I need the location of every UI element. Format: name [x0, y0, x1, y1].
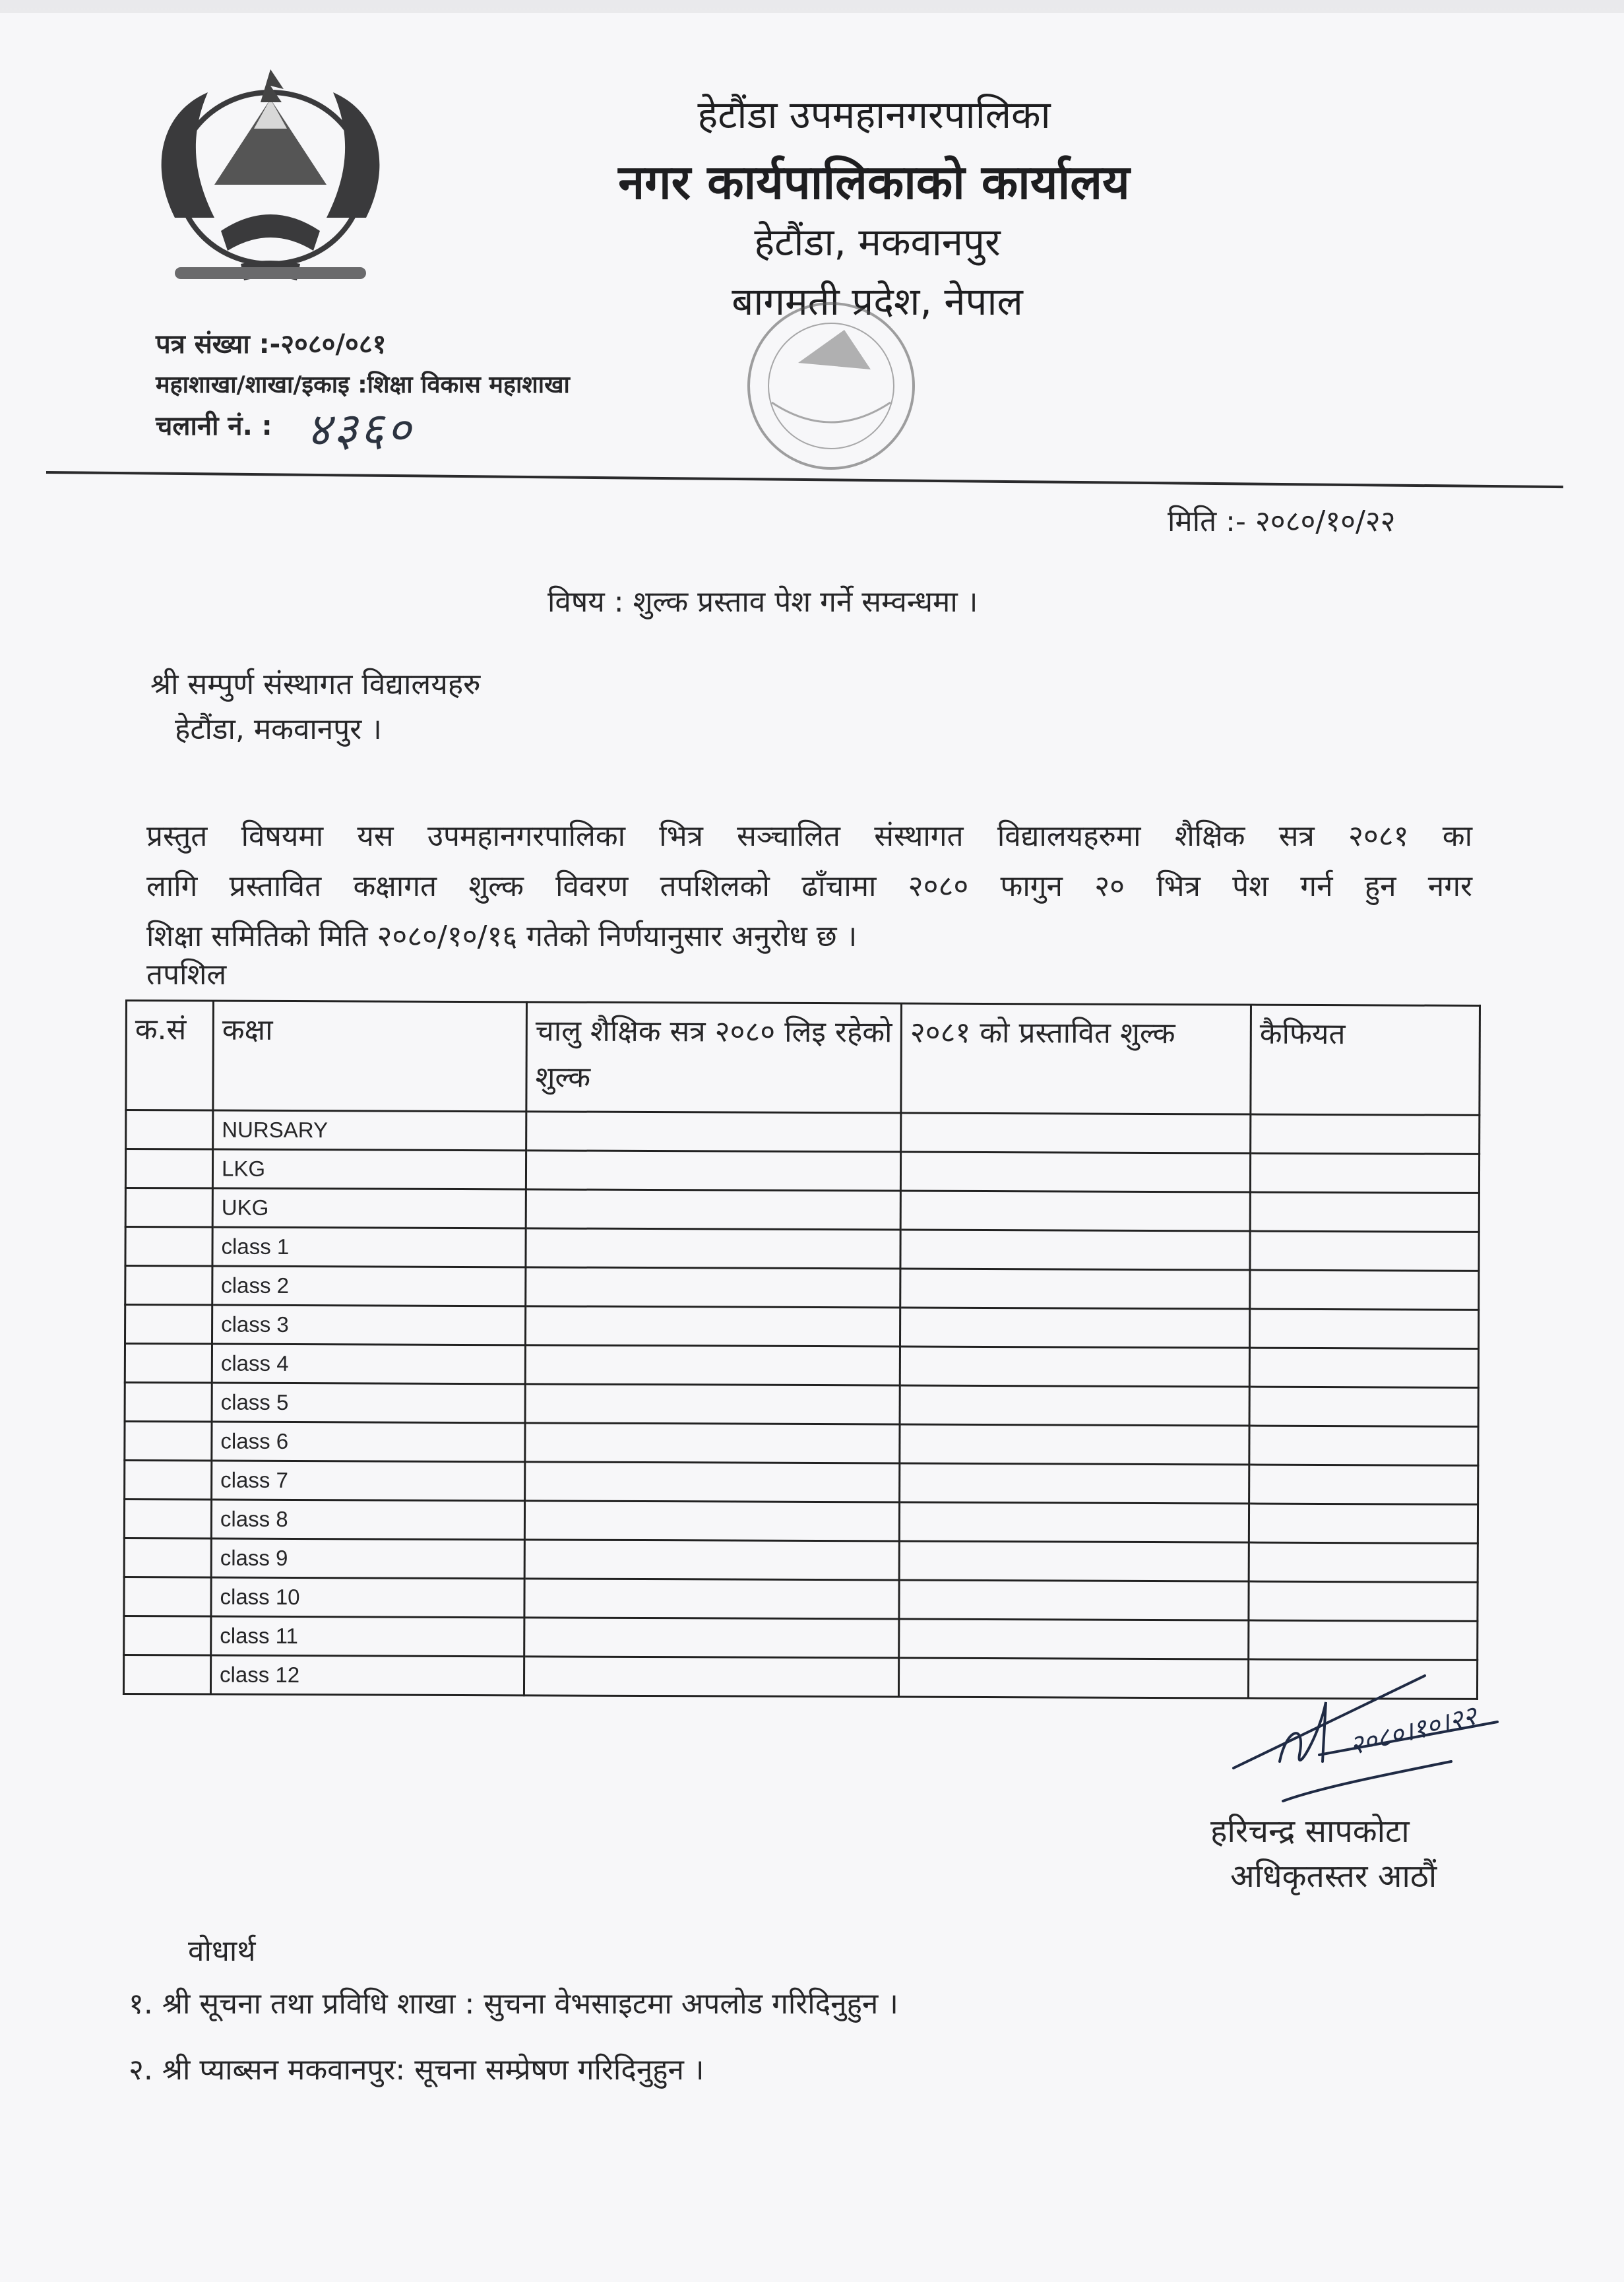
cell-class: class 3: [212, 1305, 525, 1345]
cell-current-fee: [525, 1462, 900, 1502]
table-row: [126, 1110, 1480, 1155]
cell-remarks: [1249, 1620, 1478, 1660]
cell-serial: [125, 1149, 212, 1189]
body-line-2: लागि प्रस्तावित कक्षागत शुल्क विवरण तपशिलको ढाँचामा २०८० फागुन २० भित्र पेश गर्न हुन नगर: [146, 870, 1472, 903]
signatory-name: हरिचन्द्र सापकोटा: [1210, 1813, 1410, 1850]
cell-serial: [125, 1461, 212, 1500]
letter-body: [146, 811, 1472, 962]
cell-class: class 4: [212, 1344, 525, 1384]
signatory-post: अधिकृतस्तर आठौं: [1230, 1858, 1437, 1895]
cell-serial: [124, 1616, 211, 1655]
letter-subject: विषय : शुल्क प्रस्ताव पेश गर्ने सम्वन्धमा ।: [547, 585, 978, 619]
col-remarks: कैफियत: [1251, 1005, 1480, 1115]
table-row: [125, 1461, 1478, 1505]
cc-item-1: १. श्री सूचना तथा प्रविधि शाखा : सुचना वेभसाइटमा अपलोड गरिदिनुहुन ।: [129, 1987, 898, 2021]
table-header-row: [126, 1001, 1480, 1116]
table-row: [125, 1227, 1479, 1271]
table-row: [125, 1266, 1479, 1310]
table-row: [125, 1344, 1478, 1388]
cell-current-fee: [526, 1228, 900, 1269]
cell-current-fee: [524, 1657, 898, 1697]
cell-proposed-fee: [899, 1541, 1249, 1581]
table-row: [125, 1422, 1478, 1466]
letter-page: [0, 13, 1624, 2282]
dispatch-label: चलानी नं. :: [156, 411, 272, 441]
cell-remarks: [1249, 1465, 1478, 1504]
cell-class: LKG: [212, 1149, 526, 1189]
cell-class: class 9: [211, 1538, 524, 1579]
cell-proposed-fee: [898, 1658, 1248, 1698]
body-line-3: शिक्षा समितिको मिति २०८०/१०/१६ गतेको निर्णयानुसार अनुरोध छ ।: [146, 920, 858, 953]
fee-table: [123, 999, 1481, 1700]
cell-current-fee: [525, 1306, 900, 1347]
cell-proposed-fee: [899, 1502, 1249, 1542]
dispatch-number-handwritten: ४३६०: [307, 402, 414, 457]
cell-current-fee: [526, 1112, 901, 1152]
col-current-fee: चालु शैक्षिक सत्र २०८० लिइ रहेको शुल्क: [526, 1002, 902, 1113]
municipality-name: हेटौंडा उपमहानगरपालिका: [697, 92, 1051, 137]
col-class: कक्षा: [213, 1001, 527, 1112]
cell-remarks: [1249, 1504, 1478, 1543]
branch-line: महाशाखा/शाखा/इकाइ :शिक्षा विकास महाशाखा: [156, 371, 570, 398]
cell-proposed-fee: [900, 1424, 1249, 1465]
cell-serial: [124, 1500, 211, 1539]
table-row: [125, 1305, 1478, 1349]
table-body: [123, 1110, 1479, 1699]
cell-proposed-fee: [900, 1230, 1250, 1270]
cell-serial: [124, 1577, 211, 1616]
cell-serial: [125, 1305, 212, 1345]
cell-proposed-fee: [900, 1269, 1250, 1309]
cell-remarks: [1250, 1270, 1479, 1310]
cell-class: class 5: [212, 1383, 525, 1423]
signature-date: २०८०।१०।२२: [1346, 1700, 1480, 1761]
details-label: तपशिल: [146, 958, 227, 992]
cell-remarks: [1251, 1114, 1480, 1154]
col-serial: क.सं: [126, 1001, 214, 1111]
cell-remarks: [1250, 1192, 1479, 1232]
cell-serial: [125, 1383, 212, 1422]
cell-class: class 8: [211, 1500, 524, 1540]
cell-class: class 6: [212, 1422, 525, 1462]
cell-serial: [125, 1344, 212, 1383]
cell-remarks: [1250, 1231, 1479, 1271]
cell-serial: [124, 1538, 211, 1577]
col-proposed-fee: २०८१ को प्रस्तावित शुल्क: [901, 1003, 1251, 1114]
cell-remarks: [1249, 1426, 1478, 1465]
cell-current-fee: [524, 1618, 899, 1658]
office-province: बागमती प्रदेश, नेपाल: [732, 279, 1023, 324]
table-row: [125, 1383, 1478, 1427]
cell-class: class 1: [212, 1227, 526, 1267]
cell-class: class 10: [211, 1577, 524, 1618]
cell-current-fee: [526, 1267, 900, 1308]
table-row: [124, 1616, 1478, 1660]
cell-class: class 12: [210, 1655, 524, 1696]
cell-proposed-fee: [900, 1347, 1249, 1387]
cell-class: NURSARY: [213, 1110, 526, 1151]
cell-current-fee: [526, 1189, 900, 1230]
table-row: [124, 1538, 1478, 1582]
cell-serial: [125, 1227, 212, 1267]
handwritten-signature: [1220, 1663, 1524, 1821]
cell-current-fee: [526, 1151, 900, 1191]
cell-remarks: [1249, 1387, 1478, 1426]
cell-proposed-fee: [900, 1308, 1249, 1348]
cell-serial: [125, 1422, 212, 1461]
cell-serial: [126, 1110, 213, 1150]
cell-class: UKG: [212, 1188, 526, 1228]
cell-remarks: [1249, 1542, 1478, 1582]
cell-class: class 7: [212, 1461, 525, 1501]
cell-proposed-fee: [900, 1152, 1250, 1192]
cell-proposed-fee: [900, 1191, 1250, 1231]
cell-serial: [125, 1188, 212, 1228]
nepal-emblem-logo: [135, 66, 406, 290]
cc-item-2: २. श्री प्याब्सन मकवानपुर: सूचना सम्प्रेषण गरिदिनुहुन ।: [129, 2053, 704, 2087]
cc-label: वोधार्थ: [188, 1934, 256, 1968]
body-line-1: प्रस्तुत विषयमा यस उपमहानगरपालिका भित्र सञ्चालित संस्थागत विद्यालयहरुमा शैक्षिक सत्र २०८१ का: [146, 819, 1472, 853]
table-row: [124, 1577, 1478, 1621]
cell-proposed-fee: [900, 1385, 1249, 1426]
cell-current-fee: [525, 1384, 900, 1424]
cell-remarks: [1249, 1309, 1478, 1348]
addressee-line-1: श्री सम्पुर्ण संस्थागत विद्यालयहरु: [150, 668, 481, 701]
cell-serial: [125, 1266, 212, 1306]
office-location: हेटौंडा, मकवानपुर: [754, 220, 1001, 265]
cell-class: class 11: [211, 1616, 524, 1657]
cell-proposed-fee: [899, 1619, 1249, 1659]
cell-serial: [123, 1655, 210, 1694]
cell-proposed-fee: [901, 1113, 1251, 1153]
cell-current-fee: [524, 1579, 899, 1619]
table-row: [125, 1149, 1479, 1193]
cell-remarks: [1249, 1348, 1478, 1387]
table-row: [124, 1500, 1478, 1544]
cell-current-fee: [525, 1345, 900, 1385]
addressee-line-2: हेटौंडा, मकवानपुर ।: [175, 713, 382, 746]
cell-current-fee: [524, 1540, 899, 1580]
cell-proposed-fee: [900, 1463, 1249, 1504]
cell-proposed-fee: [899, 1580, 1249, 1620]
office-title: नगर कार्यपालिकाको कार्यालय: [618, 154, 1130, 210]
office-stamp: [712, 290, 950, 482]
fee-table-wrapper: [123, 999, 1479, 1700]
letter-number: पत्र संख्या :-२०८०/०८१: [156, 329, 387, 360]
cell-current-fee: [524, 1501, 899, 1541]
cell-remarks: [1250, 1153, 1479, 1193]
cell-remarks: [1249, 1581, 1478, 1621]
cell-class: class 2: [212, 1266, 526, 1306]
table-row: [125, 1188, 1479, 1232]
cell-current-fee: [525, 1423, 900, 1463]
letter-date: मिति :- २०८०/१०/२२: [1168, 505, 1396, 538]
